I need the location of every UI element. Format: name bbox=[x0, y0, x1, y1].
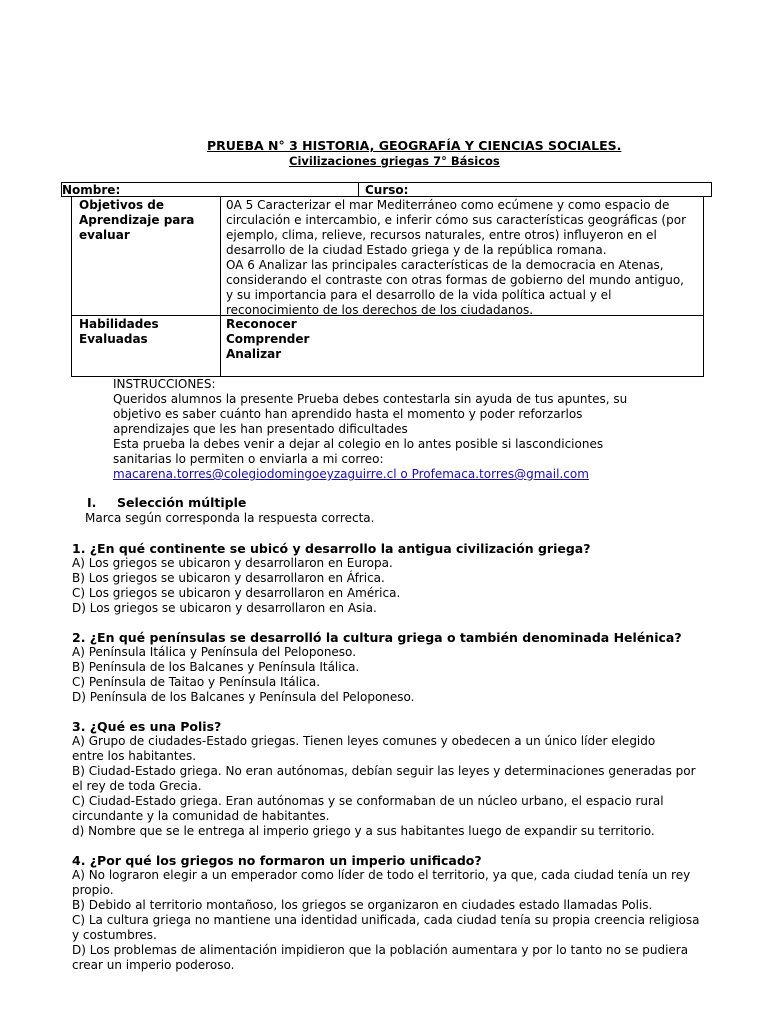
section-number: I. bbox=[87, 495, 97, 510]
option-a[interactable]: A) Los griegos se ubicaron y desarrollaron en Europa. bbox=[72, 556, 393, 570]
habilidad-item: Comprender bbox=[226, 332, 310, 346]
option-a[interactable]: A) Grupo de ciudades-Estado griegas. Tienen leyes comunes y obedecen a un único líder elegido bbox=[72, 734, 656, 748]
option-b-cont: el rey de toda Grecia. bbox=[72, 779, 202, 793]
nombre-label: Nombre: bbox=[62, 183, 121, 197]
question-title: 3. ¿Qué es una Polis? bbox=[72, 719, 222, 734]
objetivos-text: 0A 5 Caracterizar el mar Mediterráneo como ecúmene y como espacio de circulación e intercambio, e inferir cómo sus características geográficas (por ejemplo, clima, relieve, recursos naturales, entre otros) influyeron en el desarrollo de la ciudad Estado griega y de la república romana. OA 6 Analizar las principales características de la democracia en Atenas, considerando el contraste con otras formas de gobierno del mundo antiguo, y su importancia para el desarrollo de la vida política actual y el reconocimiento de los derechos de los ciudadanos. bbox=[226, 198, 687, 317]
page-title: PRUEBA N° 3 HISTORIA, GEOGRAFÍA Y CIENCIAS SOCIALES. bbox=[207, 138, 622, 153]
option-b[interactable]: B) Ciudad-Estado griega. No eran autónomas, debían seguir las leyes y determinaciones generadas por bbox=[72, 764, 696, 778]
option-a-cont: entre los habitantes. bbox=[72, 749, 197, 763]
objectives-table bbox=[71, 197, 704, 377]
email-link-1[interactable]: macarena.torres@colegiodomingoeyzaguirre.cl bbox=[113, 467, 397, 481]
option-c[interactable]: C) Península de Taitao y Península Itálica. bbox=[72, 675, 321, 689]
section-title: Selección múltiple bbox=[117, 495, 247, 510]
option-c[interactable]: C) La cultura griega no mantiene una identidad unificada, cada ciudad tenía su propia creencia religiosa bbox=[72, 913, 700, 927]
habilidades-list bbox=[226, 317, 526, 362]
email-link-2[interactable]: Profemaca.torres@gmail.com bbox=[411, 467, 589, 481]
question-1 bbox=[72, 541, 712, 616]
section-instruction: Marca según corresponda la respuesta correcta. bbox=[85, 511, 375, 525]
option-a[interactable]: A) No lograron elegir a un emperador como líder de todo el territorio, ya que, cada ciudad tenía un rey bbox=[72, 868, 691, 882]
option-a[interactable]: A) Península Itálica y Península del Peloponeso. bbox=[72, 645, 357, 659]
option-a-cont: propio. bbox=[72, 883, 114, 897]
question-3 bbox=[72, 719, 712, 839]
student-info-row bbox=[61, 182, 712, 197]
instructions: INSTRUCCIONES: Queridos alumnos la presente Prueba debes contestarla sin ayuda de tus apuntes, su objetivo es saber cuánto han aprendido hasta el momento y poder reforzarlos aprendizajes que les han presentado dificultades Esta prueba la debes venir a dejar al colegio en lo antes posible si lascondiciones sanitarias lo permiten o enviarla a mi correo: macarena.torres@colegiodomingoeyzaguirre.cl o Profemaca.torres@gmail.com bbox=[113, 377, 653, 482]
email-separator: o bbox=[396, 467, 412, 481]
option-b[interactable]: B) Los griegos se ubicaron y desarrollaron en África. bbox=[72, 571, 385, 585]
option-c[interactable]: C) Ciudad-Estado griega. Eran autónomas y se conformaban de un núcleo urbano, el espacio rural bbox=[72, 794, 664, 808]
question-title: 1. ¿En qué continente se ubicó y desarrollo la antigua civilización griega? bbox=[72, 541, 591, 556]
curso-label: Curso: bbox=[365, 183, 409, 197]
page-subtitle: Civilizaciones griegas 7° Básicos bbox=[289, 154, 500, 168]
question-4 bbox=[72, 853, 712, 973]
option-c[interactable]: C) Los griegos se ubicaron y desarrollaron en América. bbox=[72, 586, 401, 600]
option-d[interactable]: D) Península de los Balcanes y Península del Peloponeso. bbox=[72, 690, 415, 704]
option-c-cont: y costumbres. bbox=[72, 928, 157, 942]
option-d[interactable]: D) Los problemas de alimentación impidieron que la población aumentara y por lo tanto no se pudiera bbox=[72, 943, 689, 957]
question-2 bbox=[72, 630, 712, 705]
option-b[interactable]: B) Debido al territorio montañoso, los griegos se organizaron en ciudades estado llamadas Polis. bbox=[72, 898, 653, 912]
instructions-heading: INSTRUCCIONES: bbox=[113, 377, 216, 391]
habilidades-label: Habilidades Evaluadas bbox=[79, 317, 159, 346]
option-d[interactable]: d) Nombre que se le entrega al imperio griego y a sus habitantes luego de expandir su territorio. bbox=[72, 824, 655, 838]
option-d[interactable]: D) Los griegos se ubicaron y desarrollaron en Asia. bbox=[72, 601, 377, 615]
question-title: 4. ¿Por qué los griegos no formaron un imperio unificado? bbox=[72, 853, 482, 868]
option-b[interactable]: B) Península de los Balcanes y Península Itálica. bbox=[72, 660, 360, 674]
objetivos-label: Objetivos de Aprendizaje para evaluar bbox=[79, 198, 195, 242]
habilidad-item: Analizar bbox=[226, 347, 282, 361]
habilidad-item: Reconocer bbox=[226, 317, 297, 331]
option-c-cont: circundante y la comunidad de habitantes. bbox=[72, 809, 330, 823]
question-title: 2. ¿En qué penínsulas se desarrolló la cultura griega o también denominada Helénica? bbox=[72, 630, 682, 645]
option-d-cont: crear un imperio poderoso. bbox=[72, 958, 235, 972]
